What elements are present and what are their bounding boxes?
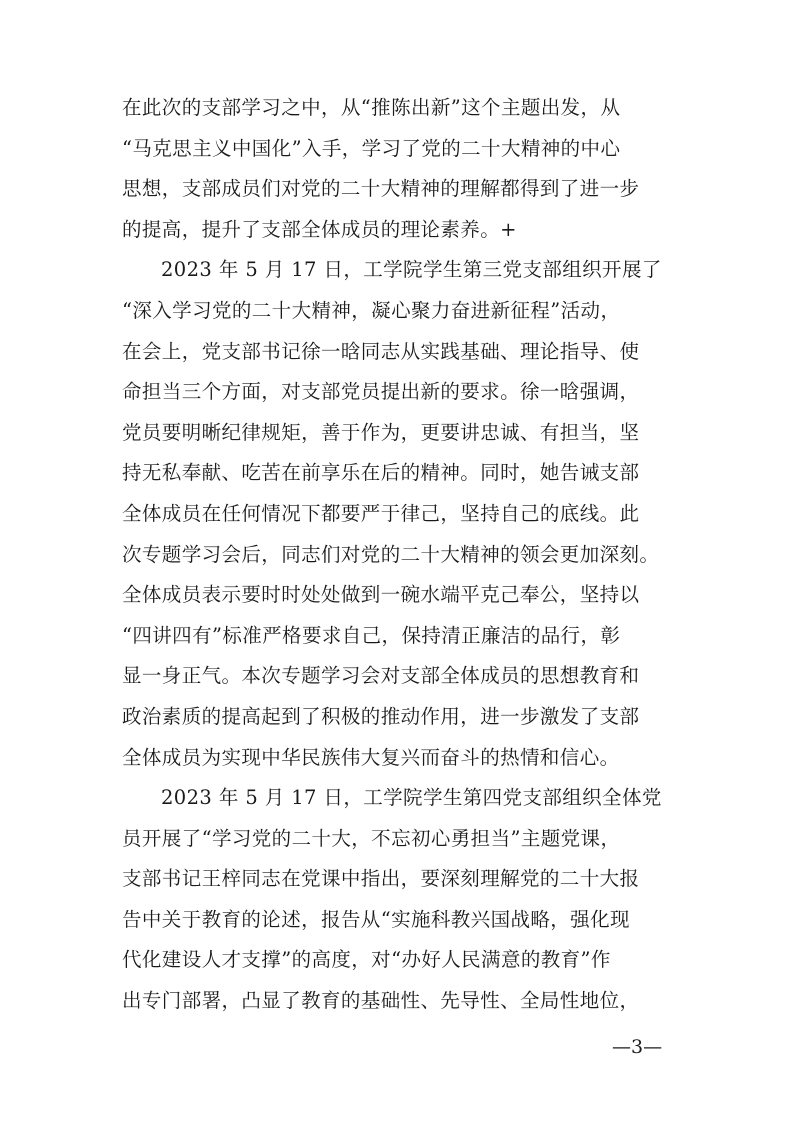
paragraph-2-line-10: “四讲四有”标准严格要求自己，保持清正廉洁的品行，彰 (122, 623, 621, 647)
paragraph-2-line-9: 全体成员表示要时时处处做到一碗水端平克己奉公，坚持以 (122, 583, 640, 607)
paragraph-3-line-4: 告中关于教育的论述，报告从“实施科教兴国战略，强化现 (122, 907, 630, 931)
paragraph-2-line-6: 持无私奉献、吃苦在前享乐在后的精神。同时，她告诫支部 (122, 461, 640, 485)
paragraph-2-line-7: 全体成员在任何情况下都要严于律己，坚持自己的底线。此 (122, 501, 640, 525)
paragraph-2-line-2: “深入学习党的二十大精神，凝心聚力奋进新征程”活动， (122, 298, 621, 322)
paragraph-3-line-1: 2023 年 5 月 17 日，工学院学生第四党支部组织全体党 (161, 786, 662, 810)
page-number: —3— (612, 1036, 663, 1058)
paragraph-2-line-3: 在会上，党支部书记徐一晗同志从实践基础、理论指导、使 (122, 339, 640, 363)
paragraph-2-line-5: 党员要明晰纪律规矩，善于作为，更要讲忠诚、有担当，坚 (122, 420, 640, 444)
paragraph-3-line-3: 支部书记王梓同志在党课中指出，要深刻理解党的二十大报 (122, 867, 640, 891)
paragraph-2-line-1: 2023 年 5 月 17 日，工学院学生第三党支部组织开展了 (161, 258, 662, 282)
paragraph-2-line-12: 政治素质的提高起到了积极的推动作用，进一步激发了支部 (122, 704, 640, 728)
paragraph-2-line-11: 显一身正气。本次专题学习会对支部全体成员的思想教育和 (122, 664, 640, 688)
paragraph-1-line-3: 思想，支部成员们对党的二十大精神的理解都得到了进一步 (122, 177, 640, 201)
paragraph-2-line-8: 次专题学习会后，同志们对党的二十大精神的领会更加深刻。 (122, 542, 660, 566)
paragraph-1-line-1: 在此次的支部学习之中，从“推陈出新”这个主题出发，从 (122, 96, 621, 119)
paragraph-3-line-6: 出专门部署，凸显了教育的基础性、先导性、全局性地位， (122, 989, 640, 1013)
paragraph-1-line-4: 的提高，提升了支部全体成员的理论素养。+ (122, 217, 517, 241)
paragraph-3-line-2: 员开展了“学习党的二十大，不忘初心勇担当”主题党课， (122, 826, 621, 850)
paragraph-2-line-13: 全体成员为实现中华民族伟大复兴而奋斗的热情和信心。 (122, 745, 620, 769)
body-text (122, 88, 688, 1022)
paragraph-3-line-5: 代化建设人才支撑”的高度，对“办好人民满意的教育”作 (122, 948, 611, 972)
paragraph-2-line-4: 命担当三个方面，对支部党员提出新的要求。徐一晗强调， (122, 380, 640, 404)
paragraph-1-line-2: “马克思主义中国化”入手，学习了党的二十大精神的中心 (122, 136, 621, 160)
